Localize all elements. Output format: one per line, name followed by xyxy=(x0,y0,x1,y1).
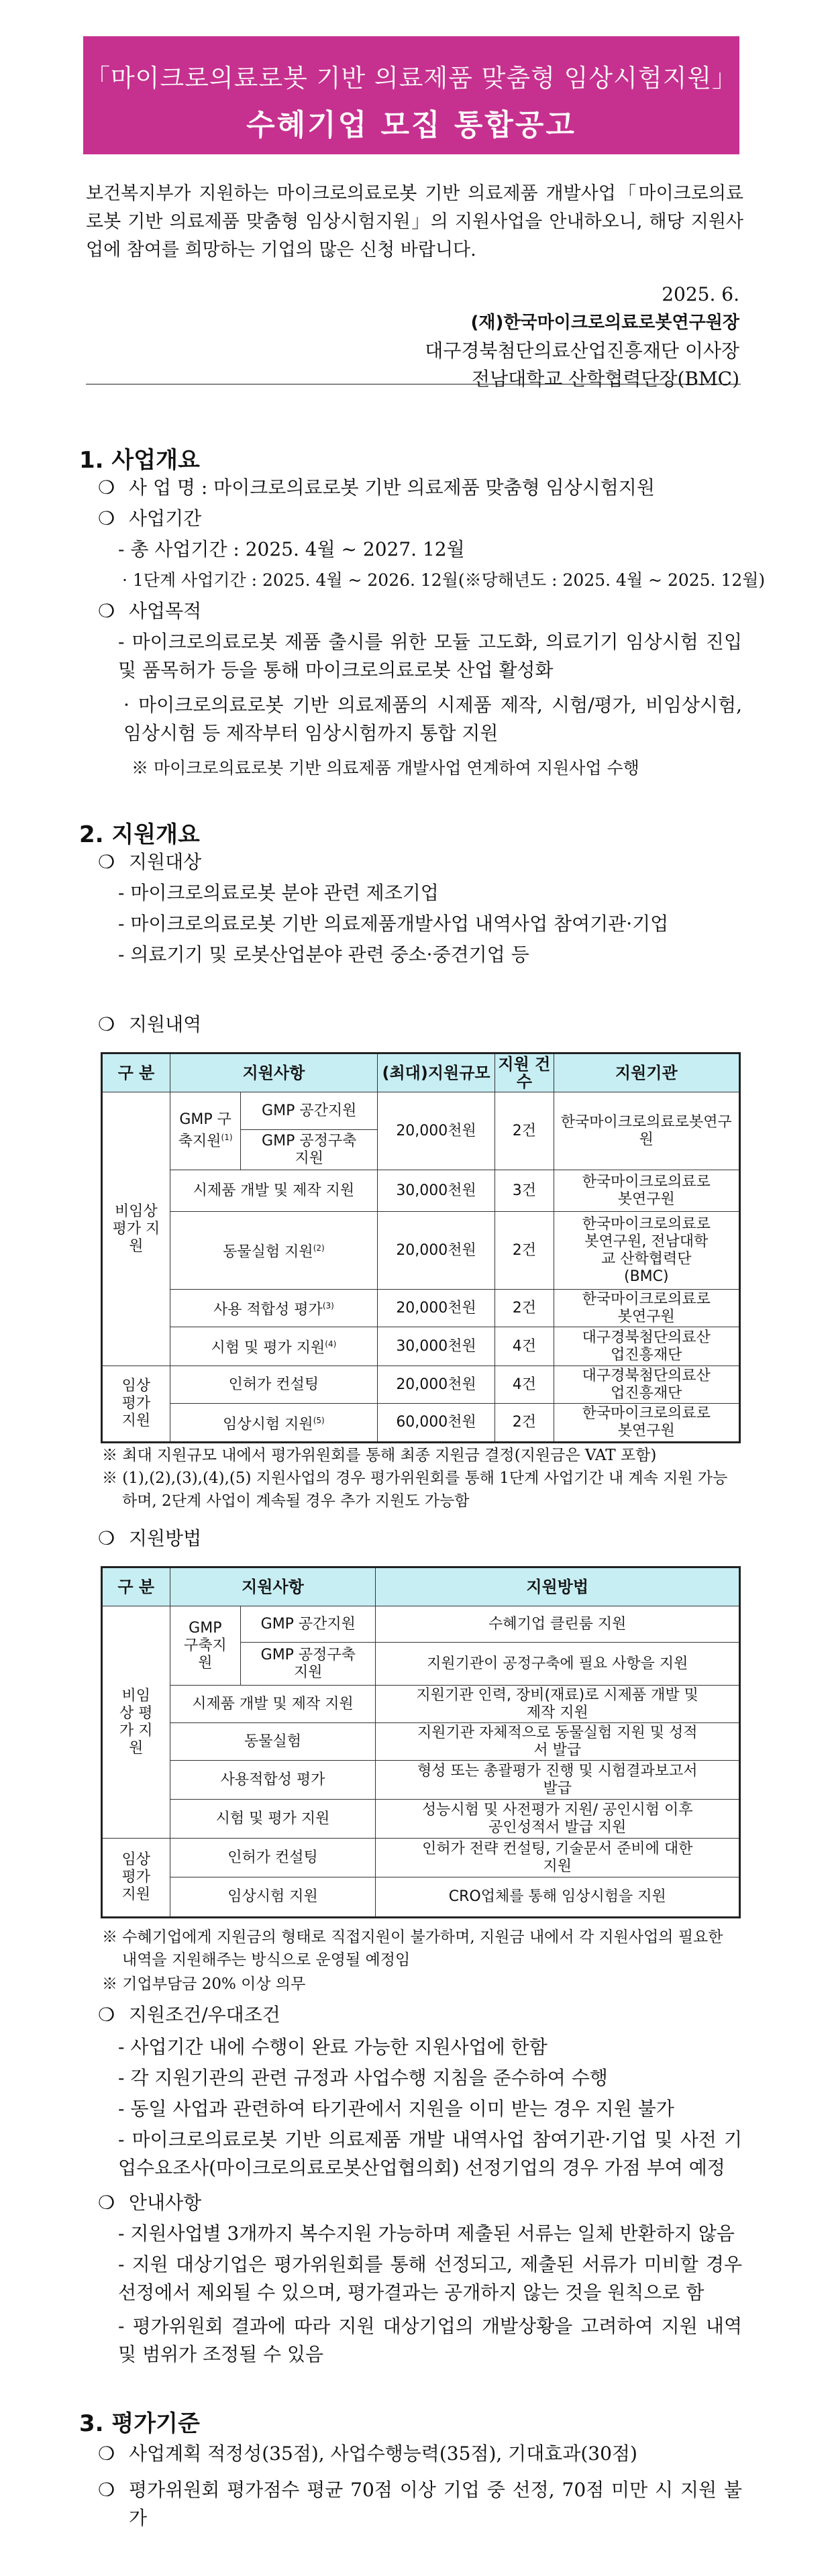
org-cell: 대구경북첨단의료산업진흥재단 xyxy=(554,1366,739,1404)
amount-cell: 30,000천원 xyxy=(377,1170,495,1212)
count-cell: 2건 xyxy=(495,1404,554,1443)
header-cell: (최대)지원규모 xyxy=(377,1053,495,1092)
condition-heading: ❍ 지원조건/우대조건 xyxy=(98,2004,280,2026)
criteria-item: ❍ 평가위원회 평가점수 평균 70점 이상 기업 중 선정, 70점 미만 시 지원 불가 xyxy=(98,2479,742,2529)
support-method-table xyxy=(101,1566,741,1918)
item-cell: 동물실험 xyxy=(170,1723,376,1761)
notice-date: 2025. 6. xyxy=(662,283,739,305)
method-cell: 수혜기업 클린룸 지원 xyxy=(376,1606,740,1643)
method-cell: 인허가 전략 컨설팅, 기술문서 준비에 대한 지원 xyxy=(376,1839,740,1877)
purpose-2: · 마이크로의료로봇 기반 의료제품의 시제품 제작, 시험/평가, 비임상시험, 임상시험 등 제작부터 임상시험까지 통합 지원 xyxy=(123,694,742,744)
title-banner xyxy=(83,36,739,154)
table2-note-1: ※ 수혜기업에게 지원금의 형태로 직접지원이 불가하며, 지원금 내에서 각 지원사업의 필요한 내역을 지원해주는 방식으로 운영될 예정임 xyxy=(102,1928,723,1969)
item-cell: 인허가 컨설팅 xyxy=(170,1366,377,1404)
count-cell: 4건 xyxy=(495,1327,554,1366)
target-item: - 마이크로의료로봇 분야 관련 제조기업 xyxy=(118,882,439,904)
amount-cell: 30,000천원 xyxy=(377,1327,495,1366)
item-cell: GMP 공정구축지원 xyxy=(241,1130,378,1170)
item-cell: 동물실험 지원$^{(2)}$ xyxy=(170,1212,377,1290)
method-heading: ❍ 지원방법 xyxy=(98,1527,202,1549)
count-cell: 4건 xyxy=(495,1366,554,1404)
method-cell: 지원기관 자체적으로 동물실험 지원 및 성적서 발급 xyxy=(376,1723,740,1761)
signature-block xyxy=(425,280,739,393)
table-header-row xyxy=(102,1567,740,1606)
amount-cell: 20,000천원 xyxy=(377,1366,495,1404)
condition-item: - 동일 사업과 관련하여 타기관에서 지원을 이미 받는 경우 지원 불가 xyxy=(118,2098,674,2120)
method-cell: 지원기관이 공정구축에 필요 사항을 지원 xyxy=(376,1643,740,1686)
table-row xyxy=(102,1606,740,1643)
guide-item: - 지원사업별 3개까지 복수지원 가능하며 제출된 서류는 일체 반환하지 않음 xyxy=(118,2222,735,2245)
table-row xyxy=(102,1327,740,1366)
purpose-note: ※ 마이크로의료로봇 기반 의료제품 개발사업 연계하여 지원사업 수행 xyxy=(132,758,639,778)
header-cell: 지원 건수 xyxy=(495,1053,554,1092)
gmp-cell: GMP 구축지원$^{(1)}$ xyxy=(170,1092,241,1170)
count-cell: 2건 xyxy=(495,1212,554,1290)
guide-heading: ❍ 안내사항 xyxy=(98,2192,202,2214)
item-cell: 사용적합성 평가 xyxy=(170,1761,376,1800)
method-cell: 성능시험 및 사전평가 지원/ 공인시험 이후 공인성적서 발급 지원 xyxy=(376,1800,740,1839)
item-cell: 시제품 개발 및 제작 지원 xyxy=(170,1686,376,1723)
item-cell: 인허가 컨설팅 xyxy=(170,1839,376,1877)
table1-note-1: ※ 최대 지원규모 내에서 평가위원회를 통해 최종 지원금 결정(지원금은 VAT 포함) xyxy=(102,1447,657,1464)
intro-paragraph: 보건복지부가 지원하는 마이크로의료로봇 기반 의료제품 개발사업「마이크로의료로봇 기반 의료제품 맞춤형 임상시험지원」의 지원사업을 안내하오니, 해당 지원사업에 참여를 희망하는 기업의 많은 신청 바랍니다. xyxy=(86,183,743,260)
method-cell: CRO업체를 통해 임상시험을 지원 xyxy=(376,1877,740,1918)
count-cell: 2건 xyxy=(495,1092,554,1170)
method-cell: 형성 또는 총괄평가 진행 및 시험결과보고서 발급 xyxy=(376,1761,740,1800)
table-row xyxy=(102,1170,740,1212)
purpose-heading: ❍ 사업목적 xyxy=(98,600,202,622)
header-cell: 지원사항 xyxy=(170,1053,377,1092)
item-cell: GMP 공간지원 xyxy=(241,1092,378,1130)
item-cell: 시제품 개발 및 제작 지원 xyxy=(170,1170,377,1212)
signer-1: (재)한국마이크로의료로봇연구원장 xyxy=(470,313,739,333)
period-phase1: · 1단계 사업기간 : 2025. 4월 ~ 2026. 12월(※당해년도 : 2025. 4월 ~ 2025. 12월) xyxy=(122,570,766,590)
support-detail-table xyxy=(101,1052,741,1443)
group-cell: 비임상 평가 지원 xyxy=(102,1092,170,1366)
header-cell: 지원기관 xyxy=(554,1053,739,1092)
table-row xyxy=(102,1761,740,1800)
table1-note-2: ※ (1),(2),(3),(4),(5) 지원사업의 경우 평가위원회를 통해 1단계 사업기간 내 계속 지원 가능하며, 2단계 사업이 계속될 경우 추가 지원도 가능함 xyxy=(102,1470,728,1510)
org-cell: 대구경북첨단의료산업진흥재단 xyxy=(554,1327,739,1366)
table-row xyxy=(102,1839,740,1877)
target-item: - 마이크로의료로봇 기반 의료제품개발사업 내역사업 참여기관·기업 xyxy=(118,913,669,935)
period-total: - 총 사업기간 : 2025. 4월 ~ 2027. 12월 xyxy=(118,538,465,560)
gmp-cell: GMP 구축지원 xyxy=(170,1606,241,1686)
condition-item: - 각 지원기관의 관련 규정과 사업수행 지침을 준수하여 수행 xyxy=(118,2067,608,2089)
header-cell: 구 분 xyxy=(102,1053,170,1092)
org-cell: 한국마이크로의료로봇연구원 xyxy=(554,1404,739,1443)
condition-item: - 사업기간 내에 수행이 완료 가능한 지원사업에 한함 xyxy=(118,2036,548,2058)
item-cell: 임상시험 지원 xyxy=(170,1877,376,1918)
section-2-title: 2. 지원개요 xyxy=(79,821,200,848)
header-cell: 구 분 xyxy=(102,1567,170,1606)
amount-cell: 60,000천원 xyxy=(377,1404,495,1443)
amount-cell: 20,000천원 xyxy=(377,1290,495,1327)
table-row xyxy=(102,1212,740,1290)
target-item: - 의료기기 및 로봇산업분야 관련 중소·중견기업 등 xyxy=(118,943,529,966)
item-cell: GMP 공간지원 xyxy=(241,1606,376,1643)
header-cell: 지원방법 xyxy=(376,1567,740,1606)
table-row xyxy=(102,1723,740,1761)
table-header-row xyxy=(102,1053,740,1092)
table-row xyxy=(102,1877,740,1918)
business-name: ❍ 사 업 명 : 마이크로의료로봇 기반 의료제품 맞춤형 임상시험지원 xyxy=(98,476,655,499)
table-row xyxy=(102,1404,740,1443)
table-row xyxy=(102,1366,740,1404)
item-cell: GMP 공정구축지원 xyxy=(241,1643,376,1686)
org-cell: 한국마이크로의료로봇연구원 xyxy=(554,1092,739,1170)
item-cell: 시험 및 평가 지원 xyxy=(170,1800,376,1839)
signer-2: 대구경북첨단의료산업진흥재단 이사장 xyxy=(425,340,739,362)
item-cell: 사용 적합성 평가$^{(3)}$ xyxy=(170,1290,377,1327)
group-cell: 비임상 평가 지원 xyxy=(102,1606,170,1839)
section-1-title: 1. 사업개요 xyxy=(79,447,200,474)
org-cell: 한국마이크로의료로봇연구원 xyxy=(554,1290,739,1327)
table-row xyxy=(102,1092,740,1130)
group-cell: 임상 평가 지원 xyxy=(102,1839,170,1918)
item-cell: 임상시험 지원$^{(5)}$ xyxy=(170,1404,377,1443)
count-cell: 3건 xyxy=(495,1170,554,1212)
condition-item: - 마이크로의료로봇 기반 의료제품 개발 내역사업 참여기관·기업 및 사전 기업수요조사(마이크로의료로봇산업협의회) 선정기업의 경우 가점 부여 예정 xyxy=(118,2128,742,2179)
table-row xyxy=(102,1290,740,1327)
period-heading: ❍ 사업기간 xyxy=(98,507,202,529)
table-row xyxy=(102,1686,740,1723)
table2-note-2: ※ 기업부담금 20% 이상 의무 xyxy=(102,1975,306,1993)
org-cell: 한국마이크로의료로봇연구원 xyxy=(554,1170,739,1212)
item-cell: 시험 및 평가 지원$^{(4)}$ xyxy=(170,1327,377,1366)
org-cell: 한국마이크로의료로봇연구원, 전남대학교 산학협력단(BMC) xyxy=(554,1212,739,1290)
guide-item: - 지원 대상기업은 평가위원회를 통해 선정되고, 제출된 서류가 미비할 경우 선정에서 제외될 수 있으며, 평가결과는 공개하지 않는 것을 원칙으로 함 xyxy=(118,2253,742,2304)
purpose-1: - 마이크로의료로봇 제품 출시를 위한 모듈 고도화, 의료기기 임상시험 진입 및 품목허가 등을 통해 마이크로의료로봇 산업 활성화 xyxy=(118,631,742,681)
banner-line1: 「마이크로의료로봇 기반 의료제품 맞춤형 임상시험지원」 xyxy=(85,64,738,93)
amount-cell: 20,000천원 xyxy=(377,1092,495,1170)
signer-3: 전남대학교 산학협력단장(BMC) xyxy=(472,368,739,390)
amount-cell: 20,000천원 xyxy=(377,1212,495,1290)
method-cell: 지원기관 인력, 장비(재료)로 시제품 개발 및 제작 지원 xyxy=(376,1686,740,1723)
guide-item: - 평가위원회 결과에 따라 지원 대상기업의 개발상황을 고려하여 지원 내역 및 범위가 조정될 수 있음 xyxy=(118,2315,742,2365)
target-heading: ❍ 지원대상 xyxy=(98,851,202,873)
banner-line2: 수혜기업 모집 통합공고 xyxy=(246,108,576,142)
detail-heading: ❍ 지원내역 xyxy=(98,1013,202,1035)
section-3-title: 3. 평가기준 xyxy=(79,2410,200,2437)
count-cell: 2건 xyxy=(495,1290,554,1327)
group-cell: 임상 평가 지원 xyxy=(102,1366,170,1443)
header-cell: 지원사항 xyxy=(170,1567,376,1606)
criteria-item: ❍ 사업계획 적정성(35점), 사업수행능력(35점), 기대효과(30점) xyxy=(98,2442,637,2465)
table-row xyxy=(102,1800,740,1839)
